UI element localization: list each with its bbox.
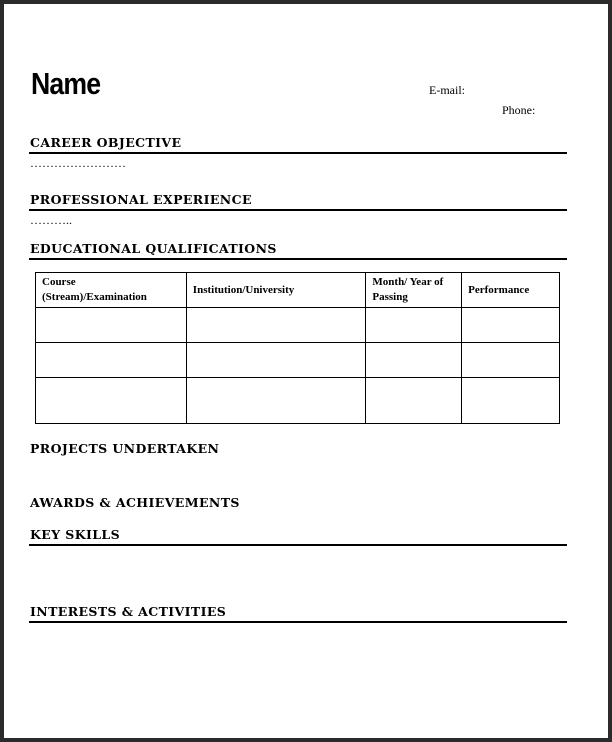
table-cell[interactable] xyxy=(36,308,187,343)
header-institution: Institution/University xyxy=(186,273,366,308)
table-row xyxy=(36,343,560,378)
educational-qualifications-rule xyxy=(29,258,567,260)
header-course: Course (Stream)/Examination xyxy=(36,273,187,308)
candidate-name: Name xyxy=(31,66,101,101)
professional-experience-rule xyxy=(29,209,567,211)
table-cell[interactable] xyxy=(36,378,187,424)
header-month-year: Month/ Year of Passing xyxy=(366,273,462,308)
educational-qualifications-heading: EDUCATIONAL QUALIFICATIONS xyxy=(30,241,277,256)
interests-activities-rule xyxy=(29,621,567,623)
phone-label: Phone: xyxy=(502,103,536,117)
education-table xyxy=(35,272,560,424)
table-cell[interactable] xyxy=(366,308,462,343)
table-cell[interactable] xyxy=(462,378,560,424)
table-row xyxy=(36,308,560,343)
career-objective-placeholder: …………………… xyxy=(30,156,126,170)
table-cell[interactable] xyxy=(366,378,462,424)
header-performance: Performance xyxy=(462,273,560,308)
career-objective-rule xyxy=(29,152,567,154)
key-skills-rule xyxy=(29,544,567,546)
table-cell[interactable] xyxy=(36,343,187,378)
projects-undertaken-heading: PROJECTS UNDERTAKEN xyxy=(30,441,220,456)
table-row xyxy=(36,378,560,424)
career-objective-heading: CAREER OBJECTIVE xyxy=(30,135,182,150)
table-cell[interactable] xyxy=(462,343,560,378)
table-cell[interactable] xyxy=(186,343,366,378)
email-label: E-mail: xyxy=(429,83,465,97)
table-cell[interactable] xyxy=(186,308,366,343)
interests-activities-heading: INTERESTS & ACTIVITIES xyxy=(30,604,227,619)
table-cell[interactable] xyxy=(366,343,462,378)
professional-experience-placeholder: ……….. xyxy=(30,213,72,227)
table-cell[interactable] xyxy=(186,378,366,424)
key-skills-heading: KEY SKILLS xyxy=(30,527,121,542)
professional-experience-heading: PROFESSIONAL EXPERIENCE xyxy=(30,192,252,207)
table-cell[interactable] xyxy=(462,308,560,343)
awards-achievements-heading: AWARDS & ACHIEVEMENTS xyxy=(30,495,240,510)
education-table-header-row xyxy=(36,273,560,308)
